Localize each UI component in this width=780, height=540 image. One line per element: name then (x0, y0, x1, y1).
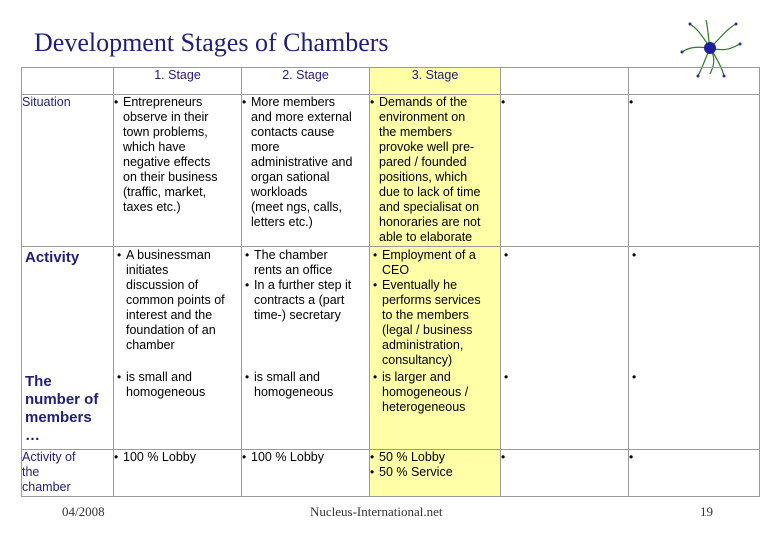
bullet-icon: • (373, 370, 378, 384)
header-empty-1 (501, 68, 629, 95)
cell-activity-empty1 (501, 247, 629, 450)
bullet-icon: • (504, 370, 509, 384)
cell-members-stage2: • is small and homogeneous (245, 370, 334, 399)
row-label-activity-of-chamber: Activity of the chamber (22, 449, 114, 496)
cell-chamber-empty1 (501, 449, 629, 496)
bullet-icon: • (501, 95, 506, 109)
bullet-icon: • (629, 95, 634, 109)
slide-title: Development Stages of Chambers (34, 28, 389, 57)
footer-site: Nucleus-International.net (310, 504, 443, 519)
table-row (22, 247, 760, 450)
bullet-icon: • (114, 95, 119, 109)
stages-table (21, 67, 760, 497)
cell-activity-empty2 (629, 247, 760, 450)
cell-situation-stage1: • Entrepreneurs observe in their town problems, which have negative effects on their business (traffic, market, taxes etc.) (114, 95, 242, 247)
table-header-row (22, 68, 760, 95)
bullet-icon: • (114, 449, 119, 464)
header-stage-3: 3. Stage (370, 68, 501, 95)
table-row (22, 449, 760, 496)
bullet-icon: • (632, 370, 637, 384)
row-label-activity: Activity (25, 249, 80, 266)
bullet-icon: • (245, 248, 250, 262)
bullet-icon: • (245, 370, 250, 384)
bullet-icon: • (504, 248, 509, 262)
cell-activity-stage2: • The chamber rents an office • In a further step it contracts a (part time-) secretary • is small and homogeneous (242, 247, 370, 450)
bullet-icon: • (370, 449, 375, 464)
bullet-icon: • (117, 370, 122, 384)
bullet-icon: • (117, 248, 122, 262)
cell-situation-stage3: • Demands of the environment on the members provoke well pre- pared / founded positions, which due to lack of time and specialisat on honoraries are not able to elaborate (370, 95, 501, 247)
row-label-situation: Situation (22, 95, 114, 247)
cell-members-stage3: • is larger and homogeneous / heterogeneous (373, 370, 469, 414)
row-label-stack (22, 247, 114, 450)
bullet-icon: • (501, 449, 506, 464)
cell-chamber-stage1: • 100 % Lobby (114, 449, 242, 496)
bullet-icon: • (373, 248, 378, 262)
page-number: 19 (700, 504, 713, 519)
bullet-icon: • (242, 449, 247, 464)
cell-situation-empty2 (629, 95, 760, 247)
header-stage-1: 1. Stage (114, 68, 242, 95)
cell-members-stage1: • is small and homogeneous (117, 370, 206, 399)
bullet-icon: • (242, 95, 247, 109)
table-row (22, 95, 760, 247)
bullet-icon: • (370, 464, 375, 479)
header-stage-2: 2. Stage (242, 68, 370, 95)
bullet-icon: • (245, 278, 250, 292)
bullet-icon: • (632, 248, 637, 262)
cell-situation-empty1 (501, 95, 629, 247)
bullet-icon: • (370, 95, 375, 109)
cell-chamber-empty2 (629, 449, 760, 496)
cell-chamber-stage2: • 100 % Lobby (242, 449, 370, 496)
row-label-members: The number of members … (25, 373, 99, 444)
bullet-icon: • (373, 278, 378, 292)
header-empty-2 (629, 68, 760, 95)
footer-date: 04/2008 (62, 504, 105, 519)
cell-situation-stage2: • More members and more external contacts cause more administrative and organ sational workloads (meet ngs, calls, letters etc.) (242, 95, 370, 247)
cell-chamber-stage3: • 50 % Lobby • 50 % Service (370, 449, 501, 496)
cell-activity-stage3: • Employment of a CEO • Eventually he performs services to the members (legal / business administration, consultancy) • is larger and homogeneous / heterogeneous (370, 247, 501, 450)
bullet-icon: • (629, 449, 634, 464)
header-corner (22, 68, 114, 95)
cell-activity-stage1: • A businessman initiates discussion of common points of interest and the foundation of an chamber • is small and homogeneous (114, 247, 242, 450)
